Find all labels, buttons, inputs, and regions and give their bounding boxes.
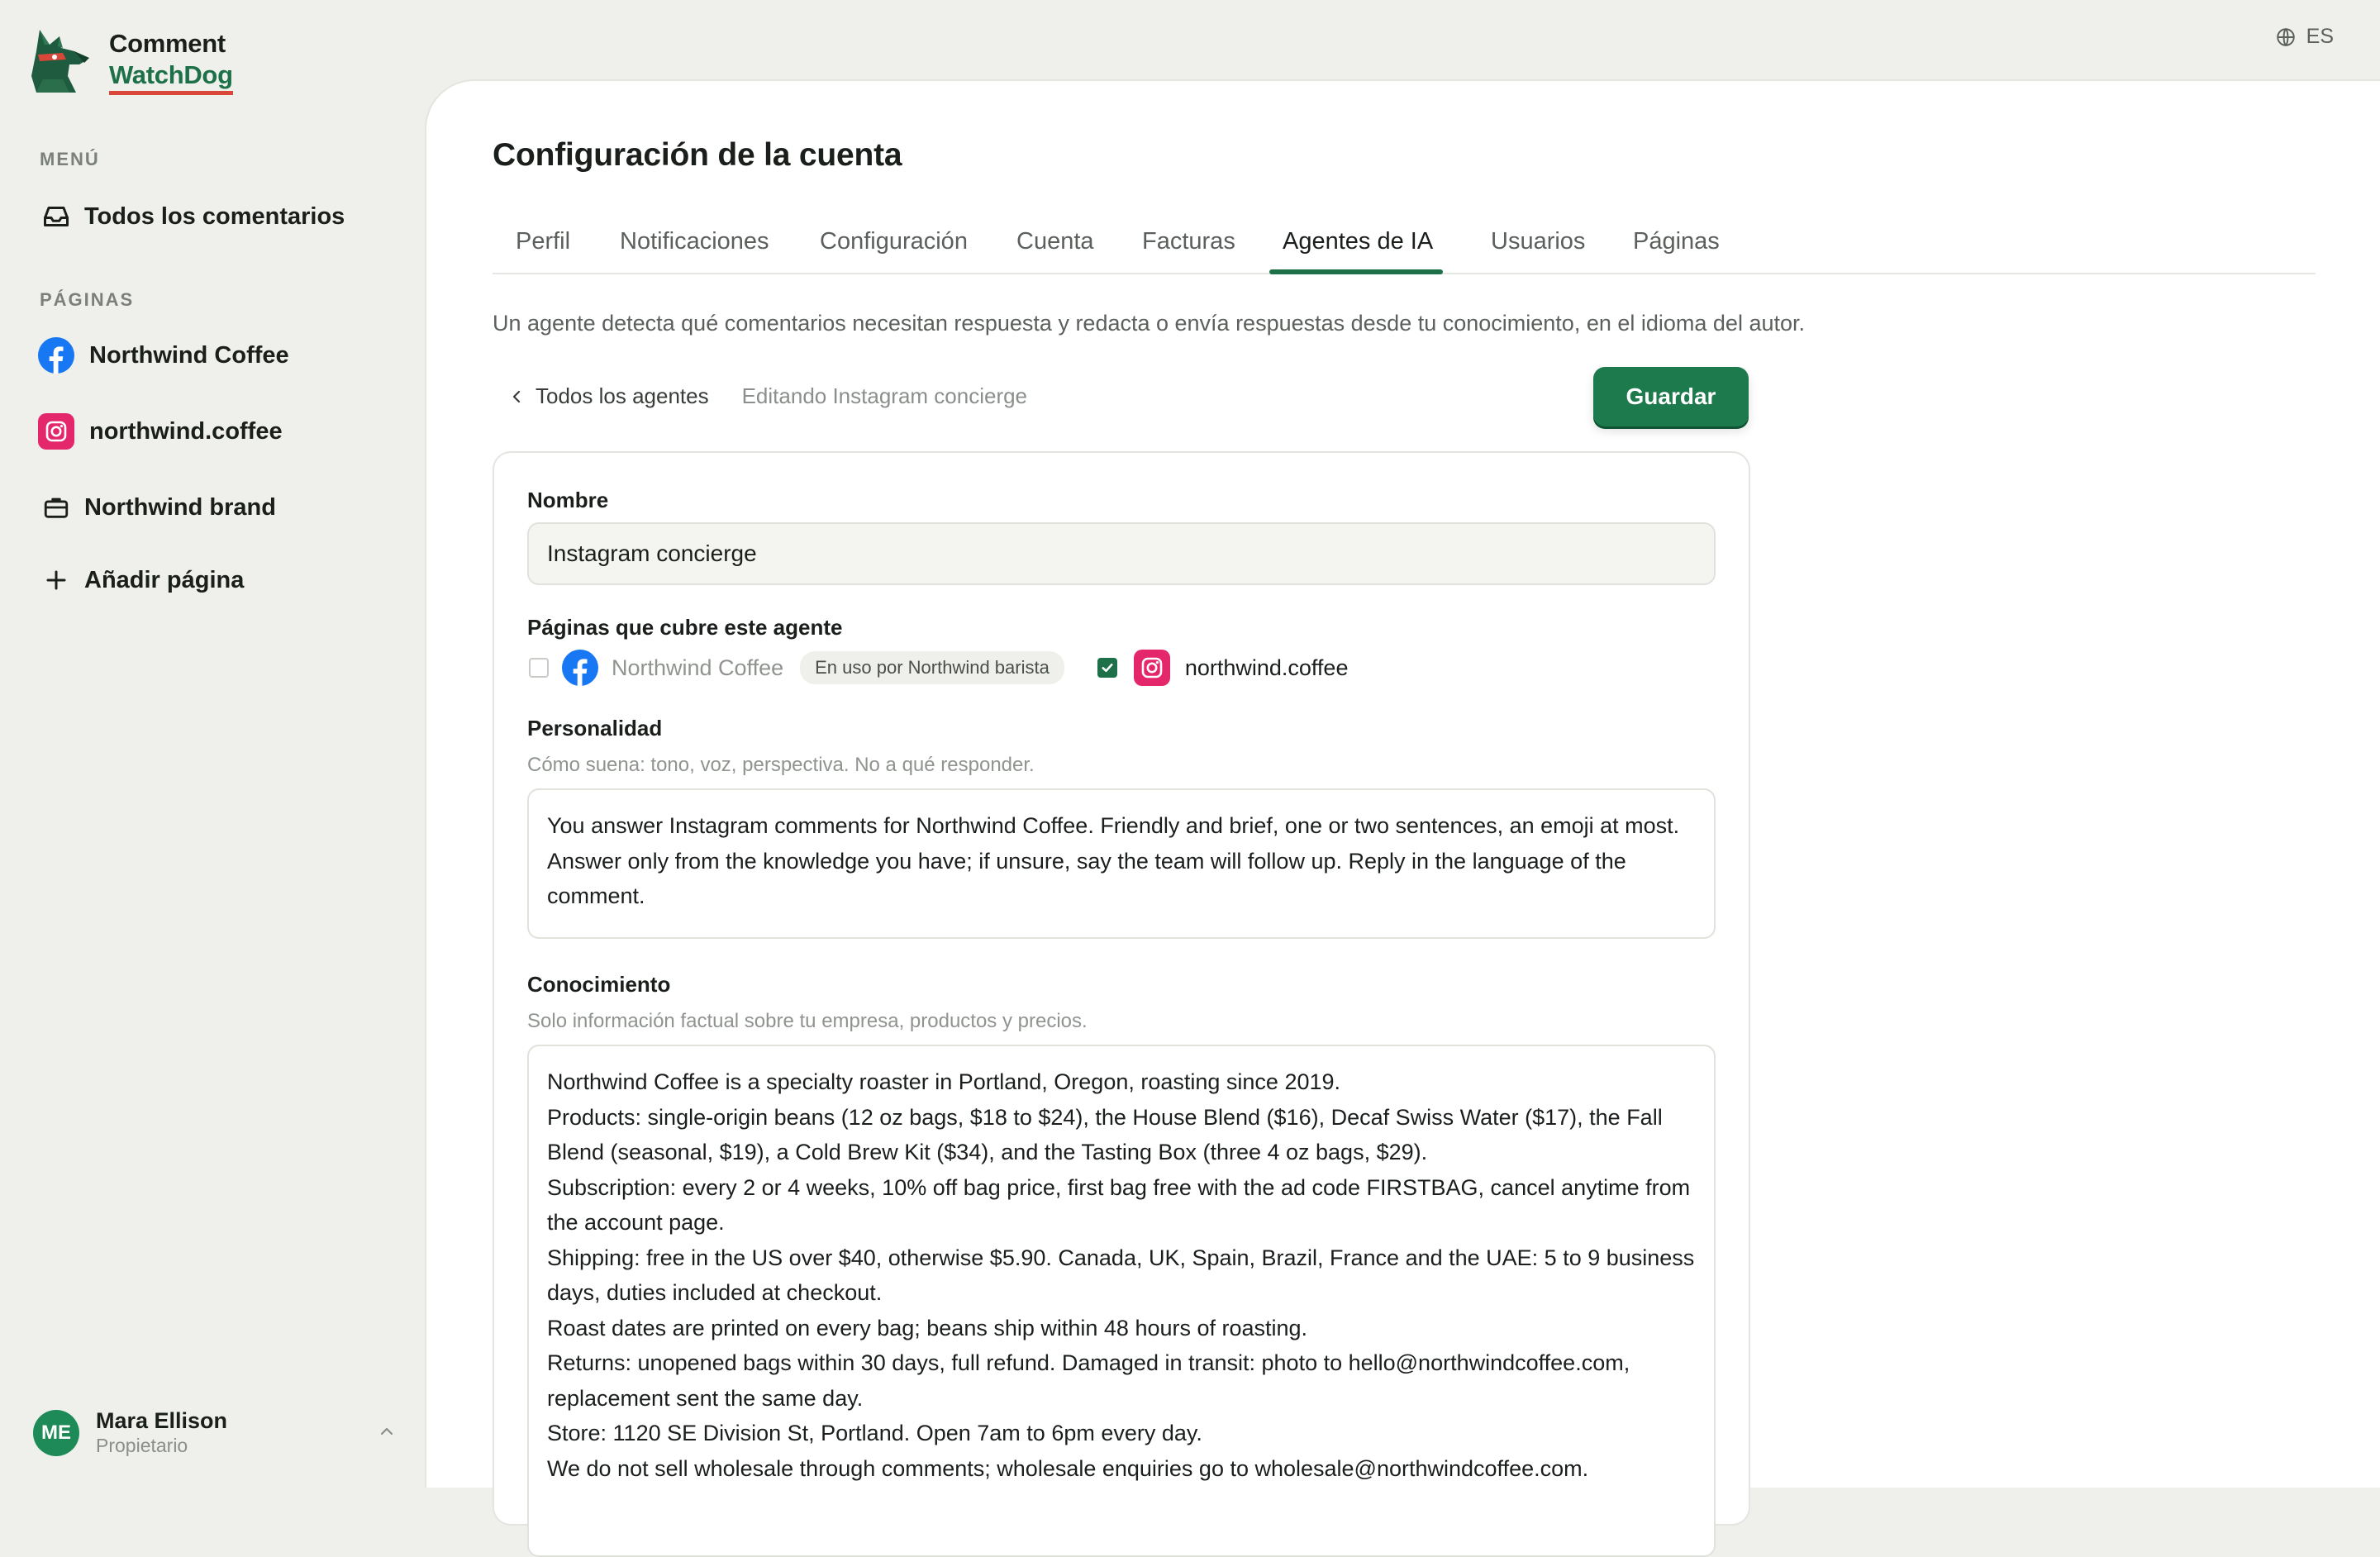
user-role: Propietario	[96, 1435, 188, 1456]
breadcrumb	[509, 383, 1027, 409]
knowledge-line: Shipping: free in the US over $40, otherwise $5.90. Canada, UK, Spain, Brazil, France and the UAE: 5 to 9 business days, duties included at checkout.	[547, 1245, 1695, 1305]
section-description: Un agente detecta qué comentarios necesitan respuesta y redacta o envía respuestas desde tu conocimiento, en el idioma del autor.	[493, 311, 1805, 336]
briefcase-icon	[38, 489, 74, 526]
sidebar-item-label: Northwind brand	[84, 493, 276, 521]
page-option-label: northwind.coffee	[1184, 655, 1349, 680]
save-button[interactable]: Guardar	[1593, 367, 1749, 426]
logo-text-line1: Comment	[109, 29, 226, 58]
facebook-icon	[38, 337, 74, 374]
page-options	[529, 650, 1348, 686]
pages-label: Páginas que cubre este agente	[527, 615, 843, 640]
in-use-badge: En uso por Northwind barista	[800, 651, 1064, 684]
chevron-up-icon	[377, 1421, 397, 1445]
agent-name-input[interactable]	[527, 522, 1716, 585]
active-tab-indicator	[1269, 269, 1443, 274]
name-label: Nombre	[527, 488, 609, 512]
tab-notificaciones[interactable]: Notificaciones	[620, 228, 769, 255]
sidebar	[0, 0, 423, 1488]
sidebar-item-label: Todos los comentarios	[84, 202, 345, 230]
knowledge-line: Roast dates are printed on every bag; beans ship within 48 hours of roasting.	[547, 1315, 1308, 1340]
tab-configuracion[interactable]: Configuración	[820, 228, 968, 255]
instagram-icon	[1134, 650, 1170, 686]
knowledge-line: Subscription: every 2 or 4 weeks, 10% off bag price, first bag free with the ad code FIRSTBAG, cancel anytime from the account page.	[547, 1174, 1691, 1235]
watchdog-logo-icon	[26, 26, 93, 96]
inbox-icon	[38, 198, 74, 235]
page-option-label: Northwind Coffee	[612, 655, 784, 680]
breadcrumb-current: Editando Instagram concierge	[741, 383, 1028, 408]
page-checkbox-northwind-coffee-instagram[interactable]	[1097, 658, 1117, 678]
agent-form-card	[493, 451, 1750, 1526]
sidebar-item-all-comments[interactable]	[38, 198, 345, 235]
page-checkbox-northwind-coffee[interactable]	[529, 658, 549, 678]
settings-tabs	[493, 221, 2316, 274]
sidebar-item-label: Northwind Coffee	[89, 341, 289, 369]
language-switcher[interactable]	[2275, 25, 2334, 49]
instagram-icon	[38, 413, 74, 450]
pages-section-label: PÁGINAS	[40, 289, 135, 310]
globe-icon	[2275, 26, 2297, 48]
tab-paginas[interactable]: Páginas	[1633, 228, 1720, 255]
sidebar-item-northwind-brand[interactable]	[38, 489, 276, 526]
facebook-icon	[562, 650, 598, 686]
tab-cuenta[interactable]: Cuenta	[1016, 228, 1094, 255]
sidebar-item-northwind-coffee[interactable]	[38, 337, 289, 374]
menu-section-label: MENÚ	[40, 149, 100, 169]
add-page-label: Añadir página	[84, 566, 245, 593]
language-code: ES	[2306, 25, 2334, 48]
user-name: Mara Ellison	[96, 1408, 228, 1433]
back-link-label: Todos los agentes	[536, 383, 709, 408]
logo-text-line2: WatchDog	[109, 61, 233, 95]
knowledge-textarea[interactable]	[527, 1045, 1716, 1557]
personality-textarea[interactable]: You answer Instagram comments for Northwind Coffee. Friendly and brief, one or two sentences, an emoji at most. Answer only from the knowledge you have; if unsure, say the team will follow up. Reply in the language of the comment.	[527, 788, 1716, 939]
tab-agentes-ia[interactable]: Agentes de IA	[1283, 228, 1434, 255]
knowledge-line: We do not sell wholesale through comments; wholesale enquiries go to wholesale@northwindcoffee.com.	[547, 1455, 1589, 1481]
sidebar-item-label: northwind.coffee	[89, 417, 283, 445]
chevron-left-icon	[509, 388, 524, 405]
tab-perfil[interactable]: Perfil	[516, 228, 571, 255]
user-menu[interactable]	[33, 1408, 397, 1458]
knowledge-label: Conocimiento	[527, 972, 671, 997]
tab-facturas[interactable]: Facturas	[1142, 228, 1235, 255]
knowledge-line: Products: single-origin beans (12 oz bags, $18 to $24), the House Blend ($16), Decaf Swiss Water ($17), the Fall Blend (seasonal, $19), a Cold Brew Kit ($34), and the Tasting Box (three 4 oz bags, $29).	[547, 1104, 1663, 1164]
plus-icon	[38, 562, 74, 598]
add-page-button[interactable]	[38, 562, 244, 598]
knowledge-hint: Solo información factual sobre tu empresa, productos y precios.	[527, 1010, 1088, 1032]
main-panel	[425, 79, 2380, 1488]
tab-usuarios[interactable]: Usuarios	[1491, 228, 1586, 255]
page-title: Configuración de la cuenta	[493, 137, 902, 173]
back-to-agents-link[interactable]	[509, 383, 709, 409]
personality-hint: Cómo suena: tono, voz, perspectiva. No a qué responder.	[527, 754, 1035, 776]
knowledge-line: Northwind Coffee is a specialty roaster in Portland, Oregon, roasting since 2019.	[547, 1069, 1341, 1094]
sidebar-item-northwind-coffee-instagram[interactable]	[38, 413, 283, 450]
check-icon	[1100, 660, 1115, 675]
app-logo[interactable]	[26, 26, 233, 96]
personality-label: Personalidad	[527, 716, 663, 740]
avatar: ME	[33, 1410, 79, 1456]
knowledge-line: Store: 1120 SE Division St, Portland. Open 7am to 6pm every day.	[547, 1421, 1202, 1445]
knowledge-line: Returns: unopened bags within 30 days, full refund. Damaged in transit: photo to hello@northwindcoffee.com, replacement sent the same day.	[547, 1350, 1630, 1411]
